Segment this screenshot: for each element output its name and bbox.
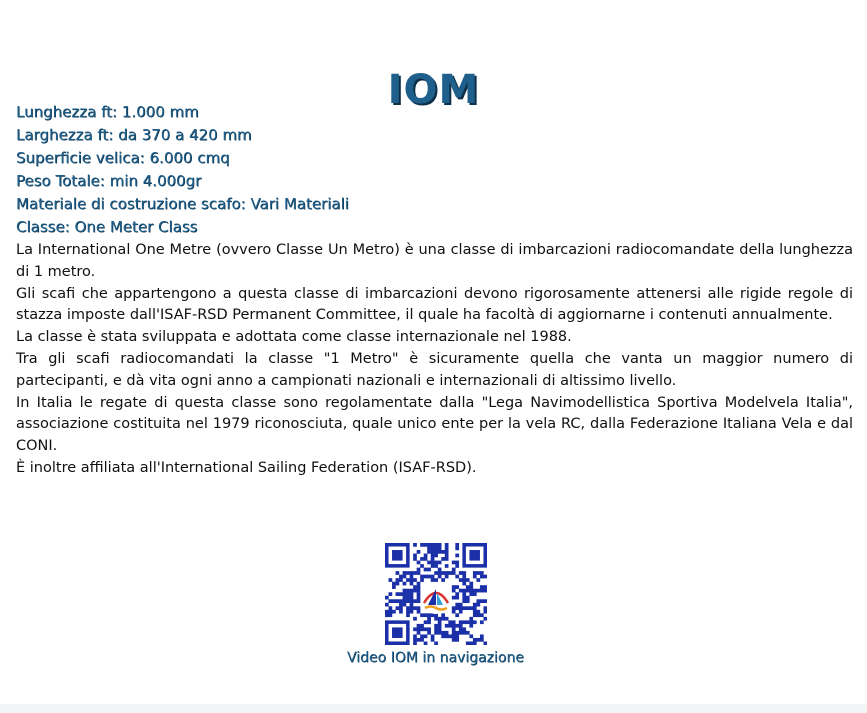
qr-caption: Video IOM in navigazione: [347, 650, 524, 666]
description-paragraph: La International One Metre (ovvero Classe Un Metro) è una classe di imbarcazioni radiocomandate della lunghezza di 1 metro.: [16, 242, 853, 280]
spec-list: [16, 101, 856, 239]
footer-band: [0, 704, 867, 713]
sail-logo-icon: [423, 588, 449, 614]
spec-class: Classe: One Meter Class: [16, 218, 198, 236]
description-paragraph: La classe è stata sviluppata e adottata come classe internazionale nel 1988.: [16, 329, 572, 346]
spec-length: Lunghezza ft: 1.000 mm: [16, 103, 199, 121]
description-paragraph: Gli scafi che appartengono a questa classe di imbarcazioni devono rigorosamente attenersi alle rigide regole di stazza imposte dall'ISAF-RSD Permanent Committee, il quale ha facoltà di aggiornarne i contenuti annualmente.: [16, 285, 853, 324]
spec-sail-area: Superficie velica: 6.000 cmq: [16, 149, 230, 167]
description-paragraph: In Italia le regate di questa classe sono regolamentate dalla "Lega Navimodellistica Sportiva Modelvela Italia", associazione costituita nel 1979 riconosciuta, quale unico ente per la vela RC, dalla Federazione Italiana Vela e dal CONI.: [16, 394, 853, 455]
spec-width: Larghezza ft: da 370 a 420 mm: [16, 126, 252, 144]
description-paragraph: Tra gli scafi radiocomandati la classe "1 Metro" è sicuramente quella che vanta un maggior numero di partecipanti, e dà vita ogni anno a campionati nazionali e internazionali di altissimo livello.: [16, 350, 853, 389]
qr-code-graphic: [385, 543, 487, 645]
page-title: IOM: [387, 66, 480, 113]
description: [16, 240, 853, 480]
spec-hull-material: Materiale di costruzione scafo: Vari Materiali: [16, 195, 349, 213]
description-paragraph: È inoltre affiliata all'International Sailing Federation (ISAF-RSD).: [16, 459, 477, 476]
qr-code-icon[interactable]: [385, 543, 487, 645]
spec-total-weight: Peso Totale: min 4.000gr: [16, 172, 202, 190]
